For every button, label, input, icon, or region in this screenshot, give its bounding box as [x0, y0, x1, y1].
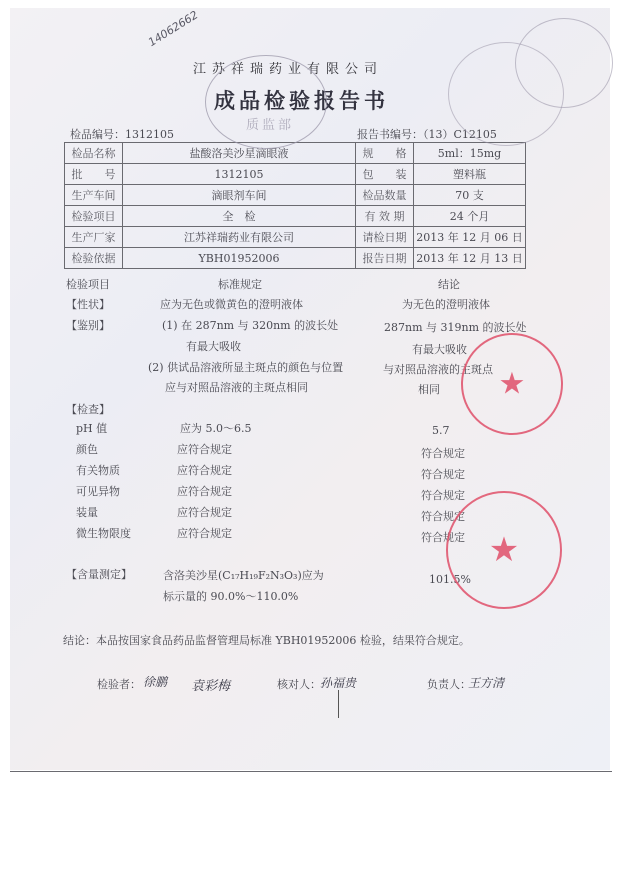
report-title: 成品检验报告书 [214, 89, 389, 113]
table-value: 24 个月 [414, 206, 526, 227]
company-name: 江苏祥瑞药业有限公司 [193, 62, 384, 77]
identification-conclusion-2b: 相同 [418, 383, 440, 396]
identification-standard-2a: (2) 供试品溶液所显主斑点的颜色与位置 [148, 361, 344, 374]
identification-conclusion-2a: 与对照品溶液的主斑点 [383, 363, 493, 376]
qc-department-stamp [205, 55, 327, 149]
page-bottom-divider [10, 771, 612, 772]
header-conclusion: 结论 [438, 278, 460, 291]
inspector-signature-2: 袁彩梅 [191, 679, 231, 694]
inspection-color-result: 符合规定 [421, 447, 465, 460]
inspection-microbial-limit-standard: 应符合规定 [177, 527, 232, 540]
red-company-seal-2 [446, 491, 562, 609]
table-row [65, 143, 526, 164]
assay-standard-b: 标示量的 90.0%～110.0% [163, 590, 299, 603]
assay-result: 101.5% [429, 573, 471, 586]
table-value: 全 检 [123, 206, 356, 227]
sample-number-label: 检品编号： [70, 128, 125, 141]
qc-department-stamp-text: 质监部 [246, 118, 295, 133]
inspection-related-substances-item: 有关物质 [76, 464, 120, 477]
inspection-microbial-limit-item: 微生物限度 [76, 527, 131, 540]
table-label: 检验项目 [65, 206, 123, 227]
report-number-value: （13）C12105 [423, 128, 497, 141]
inspection-visible-particles-result: 符合规定 [421, 489, 465, 502]
table-label: 生产车间 [65, 185, 123, 206]
inspector-label: 检验者： [97, 678, 141, 691]
product-info-table [64, 142, 526, 269]
table-value: 5ml：15mg [414, 143, 526, 164]
table-label: 报告日期 [356, 248, 414, 269]
gray-seal-stamp-2 [515, 18, 613, 108]
inspection-item: 【检查】 [66, 403, 110, 416]
identification-standard-1a: (1) 在 287nm 与 320nm 的波长处 [162, 319, 339, 332]
table-label: 有 效 期 [356, 206, 414, 227]
identification-conclusion-1a: 287nm 与 319nm 的波长处 [384, 321, 527, 334]
table-row [65, 227, 526, 248]
table-row [65, 185, 526, 206]
table-label: 包 装 [356, 164, 414, 185]
table-value: YBH01952006 [123, 248, 356, 269]
table-value: 2013 年 12 月 06 日 [414, 227, 526, 248]
inspection-color-item: 颜色 [76, 443, 98, 456]
inspection-related-substances-result: 符合规定 [421, 468, 465, 481]
identification-conclusion-1b: 有最大吸收 [412, 343, 467, 356]
table-label: 检品数量 [356, 185, 414, 206]
table-label: 生产厂家 [65, 227, 123, 248]
responsible-signature: 王方清 [468, 676, 505, 690]
header-standard: 标准规定 [218, 278, 262, 291]
inspection-related-substances-standard: 应符合规定 [177, 464, 232, 477]
inspector-signature-1: 徐鹏 [143, 675, 168, 689]
sample-number [70, 126, 174, 142]
checker-signature: 孙福贵 [320, 676, 357, 690]
inspection-ph-standard: 应为 5.0～6.5 [180, 422, 252, 435]
inspection-color-standard: 应符合规定 [177, 443, 232, 456]
inspection-fill-volume-standard: 应符合规定 [177, 506, 232, 519]
report-number-label: 报告书编号： [357, 128, 423, 141]
table-label: 检验依据 [65, 248, 123, 269]
table-label: 批 号 [65, 164, 123, 185]
table-row [65, 164, 526, 185]
inspection-ph-result: 5.7 [432, 424, 450, 437]
table-value: 1312105 [123, 164, 356, 185]
inspection-visible-particles-standard: 应符合规定 [177, 485, 232, 498]
table-label: 检品名称 [65, 143, 123, 164]
inspection-ph-item: pH 值 [76, 422, 108, 435]
inspection-visible-particles-item: 可见异物 [76, 485, 120, 498]
table-value: 江苏祥瑞药业有限公司 [123, 227, 356, 248]
assay-item: 【含量测定】 [66, 568, 132, 581]
inspection-fill-volume-result: 符合规定 [421, 510, 465, 523]
table-label: 请检日期 [356, 227, 414, 248]
inspection-fill-volume-item: 装量 [76, 506, 98, 519]
appearance-item: 【性状】 [66, 298, 110, 311]
handwritten-note: 14062662 [146, 8, 201, 50]
table-value: 2013 年 12 月 13 日 [414, 248, 526, 269]
signature-stroke [338, 690, 339, 718]
inspection-microbial-limit-result: 符合规定 [421, 531, 465, 544]
responsible-label: 负责人： [427, 678, 471, 691]
table-label: 规 格 [356, 143, 414, 164]
identification-item: 【鉴别】 [66, 319, 110, 332]
table-value: 滴眼剂车间 [123, 185, 356, 206]
identification-standard-2b: 应与对照品溶液的主斑点相同 [165, 381, 308, 394]
seal-star-icon: ★ [498, 366, 526, 402]
checker-label: 核对人： [277, 678, 321, 691]
identification-standard-1b: 有最大吸收 [186, 340, 241, 353]
assay-standard-a: 含洛美沙星(C₁₇H₁₉F₂N₃O₃)应为 [163, 569, 324, 582]
table-value: 塑料瓶 [414, 164, 526, 185]
table-row [65, 206, 526, 227]
overall-conclusion: 结论：本品按国家食品药品监督管理局标准 YBH01952006 检验，结果符合规定。 [63, 634, 470, 647]
sample-number-value: 1312105 [125, 128, 174, 141]
table-row [65, 248, 526, 269]
table-value: 盐酸洛美沙星滴眼液 [123, 143, 356, 164]
header-item: 检验项目 [66, 278, 110, 291]
appearance-standard: 应为无色或微黄色的澄明液体 [160, 298, 303, 311]
red-company-seal-1 [461, 333, 563, 435]
table-value: 70 支 [414, 185, 526, 206]
appearance-conclusion: 为无色的澄明液体 [402, 298, 490, 311]
seal-star-icon: ★ [488, 530, 520, 570]
